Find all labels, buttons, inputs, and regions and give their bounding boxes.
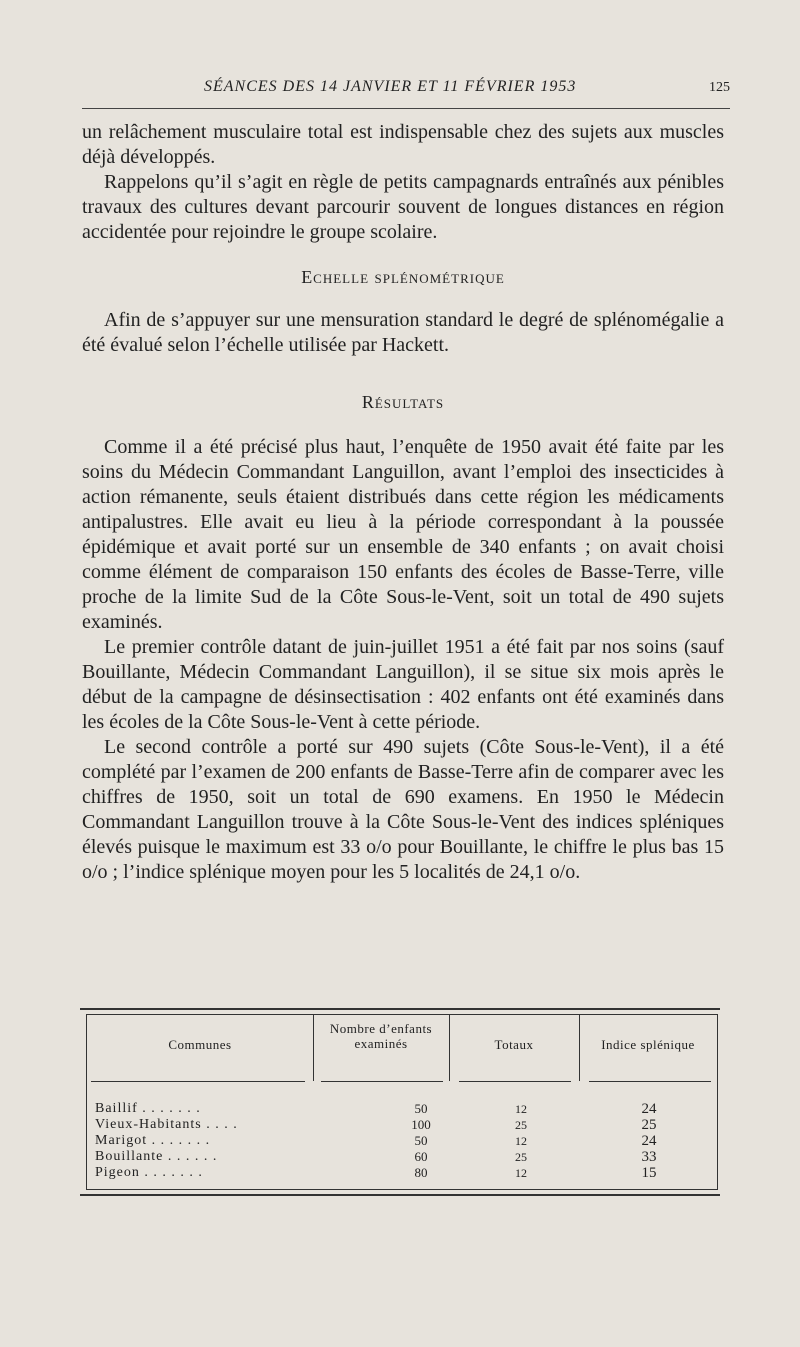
table-row xyxy=(91,1101,713,1117)
header-rule xyxy=(459,1081,571,1082)
cell-nombre: 80 xyxy=(414,1165,428,1180)
cell-totaux: 12 xyxy=(515,1134,527,1148)
cell-indice: 24 xyxy=(641,1101,657,1117)
paragraph-4: Comme il a été précisé plus haut, l’enquête de 1950 avait été faite par les soins du Médecin Commandant Languillon, avant l’emploi des insecticides à action rémanente, seuls étaient distribués dans cette région les médicaments antipalustres. Elle avait eu lieu à la période correspondant à la poussée épidémique et avait porté sur un ensemble de 340 enfants ; on avait choisi comme élément de comparaison 150 enfants des écoles de Basse-Terre, ville proche de la limite Sud de la Côte Sous-le-Vent, soit un total de 490 sujets examinés. xyxy=(82,436,724,633)
paragraph-6: Le second contrôle a porté sur 490 sujets (Côte Sous-le-Vent), il a été complété par l’examen de 200 enfants de Basse-Terre afin de comparer avec les chiffres de 1950, soit un total de 690 examens. En 1950 le Médecin Commandant Languillon trouve à la Côte Sous-le-Vent des indices spléniques élevés puisque le maximum est 33 o/o pour Bouillante, le chiffre le plus bas 15 o/o ; l’indice splénique moyen pour les 5 localités de 24,1 o/o. xyxy=(82,736,724,883)
table-row xyxy=(91,1117,713,1133)
header-rule xyxy=(91,1081,305,1082)
page-number: 125 xyxy=(709,80,730,95)
cell-commune: Bouillante . . . . . . xyxy=(95,1149,218,1164)
paragraph-5: Le premier contrôle datant de juin-juillet 1951 a été fait par nos soins (sauf Bouillante, Médecin Commandant Languillon), il se situe six mois après le début de la campagne de désinsectisation : 402 enfants ont été examinés dans les écoles de la Côte Sous-le-Vent à cette période. xyxy=(82,636,724,733)
table-row xyxy=(91,1149,713,1165)
table-row xyxy=(91,1165,713,1181)
header-rule xyxy=(321,1081,443,1082)
cell-indice: 33 xyxy=(641,1149,657,1165)
results-table xyxy=(80,1008,720,1196)
header-rule xyxy=(589,1081,711,1082)
table-body xyxy=(91,1101,713,1181)
section-heading-echelle: Echelle splénométrique xyxy=(301,267,505,287)
column-divider xyxy=(313,1015,314,1081)
running-header xyxy=(82,78,730,109)
cell-commune: Vieux-Habitants . . . . xyxy=(95,1117,238,1132)
header-totaux: Totaux xyxy=(494,1037,534,1052)
table-row xyxy=(91,1133,713,1149)
cell-indice: 15 xyxy=(641,1165,657,1181)
cell-nombre: 60 xyxy=(414,1149,428,1164)
header-nombre: Nombre d’enfants examinés xyxy=(329,1021,433,1051)
section-heading-resultats: Résultats xyxy=(361,392,445,412)
paragraph-2: Rappelons qu’il s’agit en règle de petits campagnards entraînés aux pénibles travaux des cultures devant parcourir souvent de longues distances en région accidentée pour rejoindre le groupe scolaire. xyxy=(82,171,724,243)
cell-nombre: 100 xyxy=(411,1117,431,1132)
paragraph-3: Afin de s’appuyer sur une mensuration standard le degré de splénomégalie a été évalué selon l’échelle utilisée par Hackett. xyxy=(82,309,724,356)
cell-commune: Marigot . . . . . . . xyxy=(95,1133,211,1148)
cell-totaux: 12 xyxy=(515,1102,527,1116)
cell-indice: 24 xyxy=(641,1133,657,1149)
paragraph-1: un relâchement musculaire total est indispensable chez des sujets aux muscles déjà développés. xyxy=(82,121,724,168)
body-text xyxy=(82,120,724,885)
cell-indice: 25 xyxy=(641,1117,657,1133)
cell-totaux: 25 xyxy=(515,1150,527,1164)
cell-commune: Baillif . . . . . . . xyxy=(95,1101,201,1116)
header-indice: Indice splénique xyxy=(601,1037,695,1052)
cell-totaux: 25 xyxy=(515,1118,527,1132)
cell-nombre: 50 xyxy=(414,1133,428,1148)
cell-commune: Pigeon . . . . . . . xyxy=(95,1165,203,1180)
header-title: SÉANCES DES 14 JANVIER ET 11 FÉVRIER 1953 xyxy=(204,78,577,95)
cell-nombre: 50 xyxy=(414,1101,428,1116)
cell-totaux: 12 xyxy=(515,1166,527,1180)
header-communes: Communes xyxy=(168,1037,232,1052)
table-frame xyxy=(86,1014,718,1190)
